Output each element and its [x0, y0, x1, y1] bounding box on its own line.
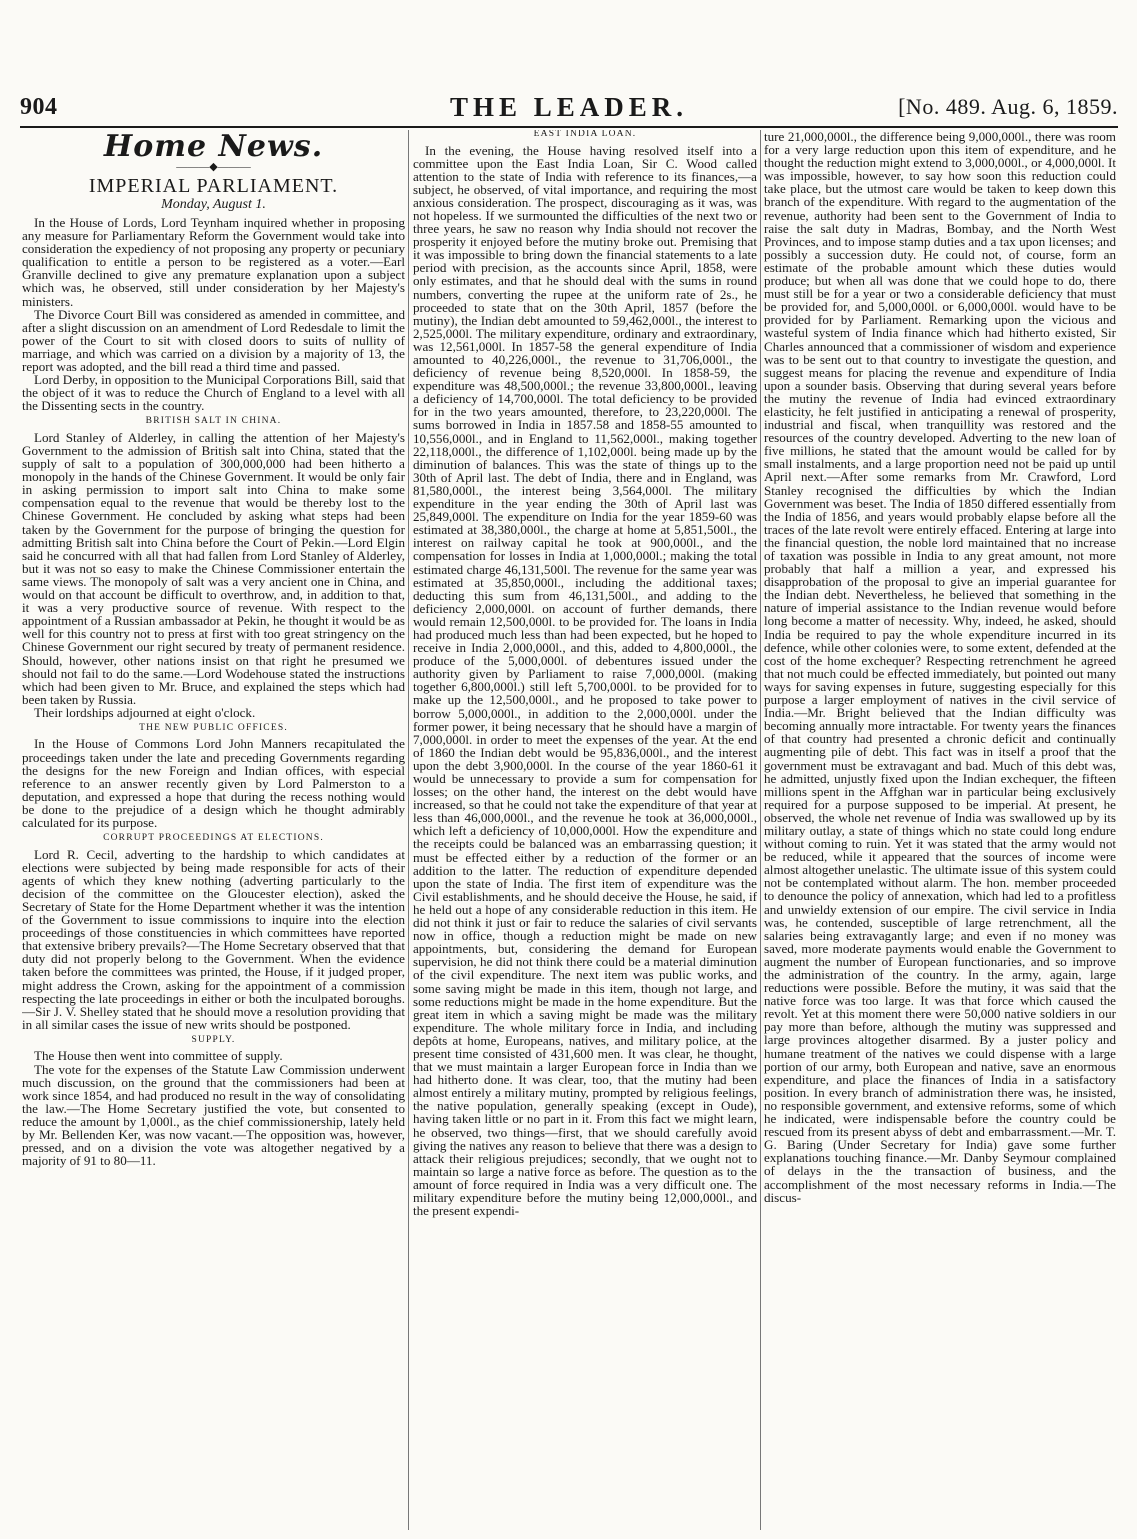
paragraph: Lord Derby, in opposition to the Municipal Corporations Bill, said that the object of it was to reduce the Church of England to a level with all the Dissenting sects in the country.: [22, 372, 405, 414]
subheading: THE NEW PUBLIC OFFICES.: [139, 722, 288, 733]
column-divider: [760, 130, 761, 1530]
paragraph: The vote for the expenses of the Statute Law Commission underwent much discussion, on the ground that the commissioners had been at work since 1854, and had produced no result in the way of consolidating the law.—The Home Secretary justified the vote, but consented to reduce the amount by 1,000l., as the chief commissionership, lately held by Mr. Bellenden Ker, was now vacant.—The opposition was, however, pressed, and on a division the vote was altogether negatived by a majority of 91 to 80—11.: [22, 1061, 405, 1169]
subheading: CORRUPT PROCEEDINGS AT ELECTIONS.: [103, 833, 324, 844]
newspaper-title: THE LEADER.: [449, 92, 689, 122]
subheading: SUPPLY.: [191, 1034, 236, 1045]
column-divider: [408, 130, 409, 1530]
article-heading: IMPERIAL PARLIAMENT.: [88, 175, 339, 197]
ornament-divider: ———◆———: [176, 161, 251, 173]
paragraph: The House then went into committee of supply.: [34, 1048, 283, 1064]
subheading: EAST INDIA LOAN.: [533, 130, 637, 139]
date-line: Monday, August 1.: [161, 197, 266, 212]
section-title: Home News.: [103, 130, 324, 164]
paragraph: Lord R. Cecil, adverting to the hardship to which candidates at elections were subjected by being made responsible for acts of their agents of which they knew nothing (adverting particularly to the decision of the committee on the Gloucester election), asked the Secretary of State for the Home Department whether it was the intention of the Government to issue commissions to inquire into the election proceedings of those constituencies in which committees have reported that extensive bribery prevails?—The Home Secretary observed that that duty did not properly belong to the Government. When the evidence taken before the committees was printed, the House, if it judged proper, might address the Crown, asking for the appointment of a commission respecting the late proceedings in either or both the inculpated boroughs.—Sir J. V. Shelley stated that he should move a resolution providing that in all similar cases the issue of new writs should be postponed.: [22, 846, 405, 1032]
subheading: BRITISH SALT IN CHINA.: [145, 416, 282, 427]
issue-date: [No. 489. Aug. 6, 1859.: [898, 94, 1118, 119]
paragraph: In the House of Lords, Lord Teynham inquired whether in proposing any measure for Parliamentary Reform the Government would take into consideration the expediency of not proposing any property or pecuniary qualification to entitle a person to be registered as a voter.—Earl Granville declined to give any premature explanation upon a subject which was, he observed, still under consideration by her Majesty's ministers.: [22, 215, 405, 309]
page-number: 904: [20, 94, 58, 120]
column-3: [764, 130, 1116, 1530]
paragraph: Lord Stanley of Alderley, in calling the attention of her Majesty's Government to the admission of British salt into China, stated that the supply of salt to a population of 300,000,000 had been hitherto a monopoly in the hands of the Chinese Government. It would be only fair in asking permission to import salt into China to make some compensation equal to the revenue that would be thereby lost to the Chinese Government. He concluded by asking what steps had been taken by the Government for the purpose of bringing the question for admitting British salt into China before the Court of Pekin.—Lord Elgin said he concurred with all that had fallen from Lord Stanley of Alderley, but it was not so easy to make the Chinese Commissioner entertain the same views. The monopoly of salt was a very ancient one in China, and would on that account be difficult to overthrow, and, in addition to that, it was a very productive source of revenue. With respect to the appointment of a Russian ambassador at Pekin, he thought it would be as well for this country not to press at first with too great stringency on the Chinese Government our right secured by treaty of permanent residence. Should, however, other nations insist on that right he presumed we should not fail to do the same.—Lord Wodehouse stated the instructions which had been given to Mr. Bruce, and explained the steps which had been taken by Russia.: [22, 429, 405, 707]
page-header: [20, 88, 1118, 128]
paragraph: Their lordships adjourned at eight o'clock.: [34, 704, 256, 720]
column-1: [22, 130, 405, 1530]
paragraph: The Divorce Court Bill was considered as amended in committee, and after a slight discussion on an amendment of Lord Redesdale to limit the power of the Court to sit with closed doors to suits of nullity of marriage, and which was carried on a division by a majority of 13, the report was adopted, and the bill read a third time and passed.: [22, 306, 405, 375]
paragraph: In the House of Commons Lord John Manners recapitulated the proceedings taken under the late and preceding Governments regarding the designs for the new Foreign and Indian offices, with especial reference to an answer recently given by Lord Palmerston to a deputation, and expressed a hope that during the recess nothing would be done to the prejudice of a design which he thought admirably calculated for its purpose.: [22, 736, 405, 831]
paragraph: ture 21,000,000l., the difference being 9,000,000l., there was room for a very large reduction upon this item of expenditure, and he thought the reduction might extend to 3,000,000l., or 4,000,000l. It was impossible, however, to say how soon this reduction could take place, but the utmost care would be taken to keep down this branch of the expenditure. With regard to the augmentation of the revenue, authority had been sent to the Government of India to raise the salt duty in Madras, Bombay, and the North West Provinces, and to impose stamp duties and a tax upon licenses; and possibly a succession duty. He could not, of course, form an estimate of the probable amount which these duties would produce; but when all was done that we could hope to do, there must still be for a year or two a considerable deficiency that must be provided for, and 5,000,000l. or 6,000,000l. would have to be provided for by Parliament. Remarking upon the vicious and wasteful system of India finance which had hitherto existed, Sir Charles announced that a commissioner of wisdom and experience was to be sent out to that country to investigate the question, and suggest means for placing the revenue and expenditure of India upon a sounder basis. Observing that during several years before the mutiny the revenue of India had evinced extraordinary elasticity, he felt justified in anticipating a renewal of prosperity, industrial and fiscal, when tranquillity was restored and the resources of the country developed. Adverting to the new loan of five millions, he stated that the amount would be called for by small instalments, and a large proportion need not be paid up until April next.—After some remarks from Mr. Crawford, Lord Stanley recognised the difficulties by which the Indian Government was beset. The India of 1850 differed essentially from the India of 1856, and years would probably elapse before all the traces of the late revolt were entirely effaced. Entering at large into the financial question, the noble lord maintained that no increase of taxation was possible in India to any great amount, not more probably that half a million a year, and expressed his disapprobation of the proposal to give an imperial guarantee for the Indian debt. Nevertheless, he believed that something in the nature of imperial assistance to the Indian revenue would before long become a matter of necessity. Why, indeed, he asked, should India be required to pay the whole expenditure incurred in its defence, while other colonies were, to some extent, defended at the cost of the home exchequer? Respecting retrenchment he agreed that not much could be effected immediately, but pointed out many ways for saving expenses in future, suggesting especially for this purpose a larger employment of natives in the civil service of India.—Mr. Bright believed that the Indian difficulty was becoming annually more intractable. For twenty years the finances of that country had presented a chronic deficit and continually augmenting pile of debt. This fact was in itself a proof that the government must be extravagant and bad. Much of this debt was, he admitted, unjustly fixed upon the Indian exchequer, the fifteen millions spent in the Affghan war in particular being exclusively required for a purpose supposed to be imperial. At present, he observed, the whole net revenue of India was swallowed up by its military outlay, a state of things which no state could long endure without coming to ruin. Yet it was stated that the army would not be reduced, while it appeared that the sources of income were almost altogether unelastic. The ultimate issue of this system could not be contemplated without alarm. The hon. member proceeded to denounce the policy of annexation, which had led to a profitless and unwieldy extension of our empire. The civil service in India was, he contended, susceptible of large retrenchment, all the salaries being extravagantly large; and even if no money was saved, more moderate payments would enable the Government to augment the number of European functionaries, and so improve the administration of the country. In the army, again, large reductions were possible. Before the mutiny, it was said that the native force was too large. It was that force which caused the revolt. Yet at this moment there were 50,000 native soldiers in our pay more than before, although the mutiny was suppressed and large provinces altogether disarmed. By a juster policy and humane treatment of the natives we could dispense with a large portion of our army, both European and native, save an enormous expenditure, and place the finances of India in a satisfactory position. In every branch of administration there was, he insisted, no responsible government, and extensive reforms, some of which he indicated, were indispensable before the country could be rescued from its present abyss of debt and embarrassment.—Mr. T. G. Baring (Under Secretary for India) gave some further explanations touching finance.—Mr. Danby Seymour complained of delays in the the transaction of business, and the accomplishment of the most necessary reforms in India.—The discus-: [764, 130, 1116, 1205]
paragraph: In the evening, the House having resolved itself into a committee upon the East India Loan, Sir C. Wood called attention to the state of India with reference to its finances,—a subject, he observed, of vital importance, and requiring the most anxious consideration. The prospect, discouraging as it was, was not hopeless. If we surmounted the difficulties of the next two or three years, he saw no reason why India should not recover the prosperity it enjoyed before the mutiny broke out. Premising that it was impossible to bring down the financial statements to a late period with precision, as the accounts since April, 1858, were only estimates, and that he should deal with the sums in round numbers, converting the rupee at the uniform rate of 2s., he proceeded to state that on the 30th April, 1857 (before the mutiny), the Indian debt amounted to 59,462,000l., the interest to 2,525,000l. The military expenditure, ordinary and extraordinary, was 12,561,000l. In 1857-58 the general expenditure of India amounted to 40,226,000l., the revenue to 31,706,000l., the deficiency of revenue being 8,520,000l. In 1858-59, the expenditure was 48,500,000l.; the revenue 33,800,000l., leaving a deficiency of 14,700,000l. The total deficiency to be provided for in the two years amounted, therefore, to 23,220,000l. The sums borrowed in India in 1857.58 and 1858-55 amounted to 10,556,000l., and in England to 11,562,000l., making together 22,118,000l., the difference of 1,102,000l. being made up by the diminution of balances. This was the state of things up to the 30th of April last. The debt of India, there and in England, was 81,580,000l., the interest being 3,564,000l. The military expenditure in the year ending the 30th of April last was 25,849,000l. The expenditure on India for the year 1859-60 was estimated at 38,380,000l., the charge at home at 5,851,500l., the interest on railway capital he took at 900,000l., and the compensation for losses in India at 1,000,000l.; making the total estimated charge 46,131,500l. The revenue for the same year was estimated at 35,850,000l., including the additional taxes; deducting this sum from 46,131,500l., and adding to the deficiency 2,000,000l. on account of further demands, there would remain 12,500,000l. to be provided for. The loans in India had produced much less than had been expected, but he hoped to receive in India 2,000,000l., and this, added to 4,800,000l., the produce of the 5,000,000l. of debentures issued under the authority given by Parliament to raise 7,000,000l. (making together 6,800,000l.) still left 5,700,000l. to be provided for to make up the 12,500,000l., and he proposed to take power to borrow 5,000,000l., in addition to the 2,000,000l. under the former power, it being necessary that he should have a margin of 7,000,000l. in order to meet the expenses of the year. At the end of 1860 the Indian debt would be 95,836,000l., and the interest upon the debt 3,900,000l. In the course of the year 1860-61 it would be unnecessary to provide a sum for compensation for losses; on the other hand, the interest on the debt would have increased, so that he could not take the expenditure of that year at less than 46,000,000l., and the revenue he took at 36,000,000l., which left a deficiency of 10,000,000l. How the expenditure and the receipts could be balanced was an embarrassing question; it must be effected either by a reduction of the former or an addition to the latter. The reduction of expenditure depended upon the state of India. The first item of expenditure was the Civil establishments, and he should deceive the House, he said, if he held out a hope of any considerable reduction in this item. He did not think it just or fair to reduce the salaries of civil servants now in office, though a reduction might be made on new appointments, but, considering the demand for European supervision, he did not think there could be a material diminution of the civil expenditure. The next item was public works, and some saving might be made in this item, though not large, and some reductions might be made in the home expenditure. But the great item in which a saving might be made was the military expenditure. The whole military force in India, and including depôts at home, Europeans, natives, and military police, at the present time consisted of 431,600 men. It was clear, he thought, that we must maintain a larger European force in India than we had hitherto done. It was clear, too, that the mutiny had been almost entirely a military mutiny, prompted by religious feelings, the native population, generally speaking (except in Oude), having taken little or no part in it. From this fact we might learn, he observed, two things—first, that we should carefully avoid giving the natives any reason to believe that there was a design to attack their religious prejudices; secondly, that we ought not to maintain so large a native force as before. The question as to the amount of force required in India was a very difficult one. The military expenditure before the mutiny being 12,000,000l., and the present expendi-: [413, 142, 757, 1219]
column-2: [413, 130, 757, 1530]
